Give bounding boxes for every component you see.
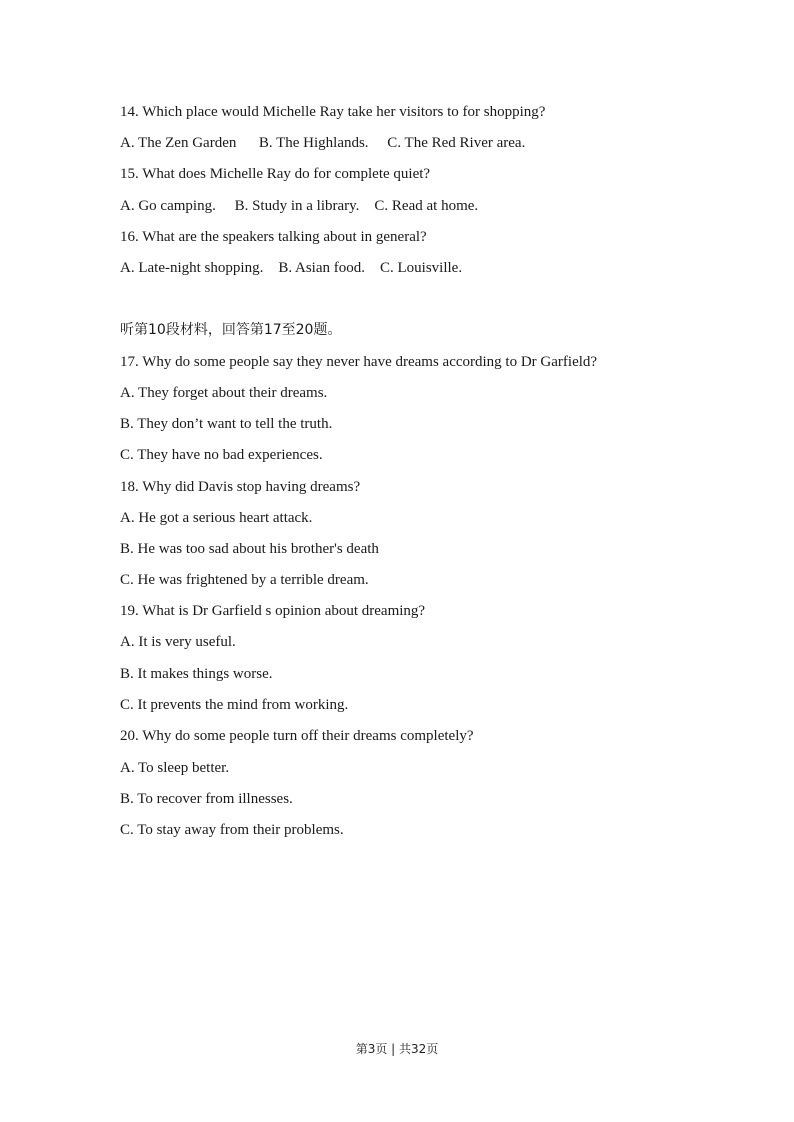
question-20-option-b: B. To recover from illnesses. bbox=[120, 791, 293, 807]
question-19-stem: 19. What is Dr Garfield s opinion about dreaming? bbox=[120, 603, 426, 619]
question-17-option-a: A. They forget about their dreams. bbox=[120, 385, 328, 401]
question-19-option-b: B. It makes things worse. bbox=[120, 666, 273, 682]
question-18-option-b: B. He was too sad about his brother's death bbox=[120, 541, 379, 557]
question-19-option-c: C. It prevents the mind from working. bbox=[120, 697, 349, 713]
question-20-stem: 20. Why do some people turn off their dreams completely? bbox=[120, 728, 474, 744]
question-18-option-c: C. He was frightened by a terrible dream. bbox=[120, 572, 369, 588]
question-17-stem: 17. Why do some people say they never have dreams according to Dr Garfield? bbox=[120, 354, 598, 370]
question-16-stem: 16. What are the speakers talking about in general? bbox=[120, 229, 427, 245]
question-17-option-b: B. They don’t want to tell the truth. bbox=[120, 416, 333, 432]
question-15-options: A. Go camping. B. Study in a library. C. Read at home. bbox=[120, 198, 479, 214]
question-16-options: A. Late-night shopping. B. Asian food. C. Louisville. bbox=[120, 260, 463, 276]
question-17-option-c: C. They have no bad experiences. bbox=[120, 447, 323, 463]
section-instruction: 听第10段材料，回答第17至20题。 bbox=[120, 322, 342, 338]
question-18-stem: 18. Why did Davis stop having dreams? bbox=[120, 479, 361, 495]
question-20-option-c: C. To stay away from their problems. bbox=[120, 822, 344, 838]
question-14-stem: 14. Which place would Michelle Ray take her visitors to for shopping? bbox=[120, 104, 546, 120]
question-18-option-a: A. He got a serious heart attack. bbox=[120, 510, 313, 526]
question-19-option-a: A. It is very useful. bbox=[120, 634, 236, 650]
question-15-stem: 15. What does Michelle Ray do for complete quiet? bbox=[120, 166, 431, 182]
page-footer: 第3页 | 共32页 bbox=[355, 1042, 439, 1056]
question-20-option-a: A. To sleep better. bbox=[120, 760, 230, 776]
question-14-options: A. The Zen Garden B. The Highlands. C. The Red River area. bbox=[120, 135, 526, 151]
